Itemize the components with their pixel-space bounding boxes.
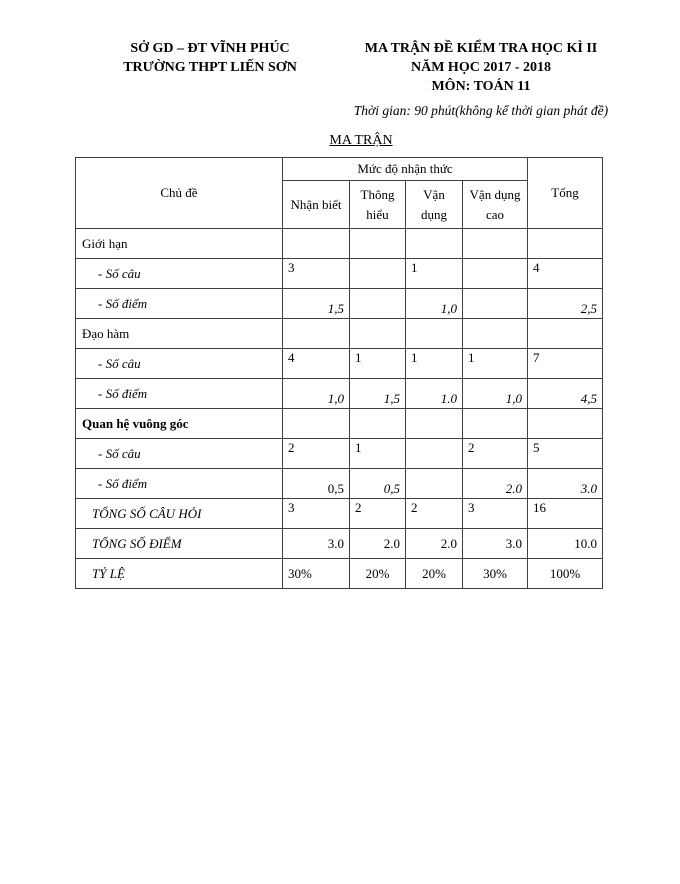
exam-title: MA TRẬN ĐỀ KIỂM TRA HỌC KÌ II — [364, 41, 598, 56]
matrix-cell: 4,5 — [528, 379, 603, 409]
row-label: Đạo hàm — [76, 319, 283, 349]
header-van-dung: Vận dụng — [406, 181, 463, 229]
matrix-cell — [350, 289, 406, 319]
school-name: TRƯỜNG THPT LIẾN SƠN — [123, 60, 297, 75]
matrix-cell — [463, 289, 528, 319]
matrix-cell — [406, 319, 463, 349]
matrix-cell: 1.0 — [406, 379, 463, 409]
matrix-cell: 3.0 — [463, 529, 528, 559]
matrix-cell: 7 — [528, 349, 603, 379]
matrix-cell: 1,0 — [283, 379, 350, 409]
row-label: - Số câu — [76, 259, 283, 289]
header-van-dung-cao: Vận dụng cao — [463, 181, 528, 229]
matrix-cell — [406, 439, 463, 469]
table-row-tong-so-cau-hoi — [76, 499, 603, 529]
school-year: NĂM HỌC 2017 - 2018 — [411, 60, 551, 75]
header-tong: Tổng — [528, 158, 603, 229]
matrix-cell: 3 — [283, 499, 350, 529]
matrix-cell — [283, 409, 350, 439]
matrix-cell: 16 — [528, 499, 603, 529]
matrix-cell: 1,5 — [283, 289, 350, 319]
matrix-cell: 1 — [463, 349, 528, 379]
time-note: Thời gian: 90 phút(không kể thời gian phát đề) — [353, 103, 609, 118]
matrix-cell: 3 — [283, 259, 350, 289]
matrix-cell — [283, 319, 350, 349]
matrix-cell: 20% — [350, 559, 406, 589]
table-row-so-diem — [76, 379, 603, 409]
matrix-cell — [528, 319, 603, 349]
row-label: Quan hệ vuông góc — [76, 409, 283, 439]
table-row-dao-ham — [76, 319, 603, 349]
matrix-cell: 0,5 — [350, 469, 406, 499]
table-row-so-diem — [76, 289, 603, 319]
matrix-cell: 2 — [350, 499, 406, 529]
header-chu-de: Chủ đề — [76, 158, 283, 229]
matrix-cell: 2.0 — [350, 529, 406, 559]
matrix-cell — [406, 409, 463, 439]
table-row-so-cau — [76, 349, 603, 379]
matrix-cell: 20% — [406, 559, 463, 589]
exam-header — [314, 39, 648, 120]
matrix-cell: 2.0 — [463, 469, 528, 499]
matrix-cell: 1 — [406, 349, 463, 379]
table-row-so-diem — [76, 469, 603, 499]
matrix-cell: 2,5 — [528, 289, 603, 319]
matrix-cell: 5 — [528, 439, 603, 469]
matrix-cell — [463, 409, 528, 439]
matrix-cell: 10.0 — [528, 529, 603, 559]
matrix-cell: 2 — [463, 439, 528, 469]
table-row-so-cau — [76, 439, 603, 469]
matrix-cell: 2 — [406, 499, 463, 529]
section-title — [21, 133, 680, 149]
matrix-cell: 2 — [283, 439, 350, 469]
matrix-cell — [406, 469, 463, 499]
subject-line: MÔN: TOÁN 11 — [431, 79, 531, 94]
matrix-cell — [463, 259, 528, 289]
matrix-cell — [463, 229, 528, 259]
section-title-text: MA TRẬN — [329, 133, 393, 148]
matrix-cell: 3 — [463, 499, 528, 529]
table-row-so-cau — [76, 259, 603, 289]
matrix-cell: 30% — [283, 559, 350, 589]
matrix-cell: 1,0 — [463, 379, 528, 409]
header-muc-do-nhan-thuc: Mức độ nhận thức — [283, 158, 528, 181]
row-label: TỶ LỆ — [76, 559, 283, 589]
matrix-cell: 1,5 — [350, 379, 406, 409]
table-row-tong-so-diem — [76, 529, 603, 559]
matrix-cell — [350, 259, 406, 289]
matrix-cell: 3.0 — [283, 529, 350, 559]
matrix-cell: 4 — [528, 259, 603, 289]
table-row-ty-le — [76, 559, 603, 589]
matrix-cell — [350, 229, 406, 259]
matrix-cell: 2.0 — [406, 529, 463, 559]
matrix-cell: 1 — [350, 439, 406, 469]
school-department: SỞ GD – ĐT VĨNH PHÚC — [130, 41, 290, 56]
matrix-cell: 3.0 — [528, 469, 603, 499]
school-header — [98, 39, 322, 77]
matrix-cell: 1 — [350, 349, 406, 379]
matrix-cell: 4 — [283, 349, 350, 379]
table-row-quan-he-vuong-goc — [76, 409, 603, 439]
row-label: - Số điểm — [76, 379, 283, 409]
matrix-cell: 1,0 — [406, 289, 463, 319]
matrix-cell — [406, 229, 463, 259]
row-label: TỔNG SỐ CÂU HỎI — [76, 499, 283, 529]
matrix-cell: 100% — [528, 559, 603, 589]
matrix-cell — [283, 229, 350, 259]
row-label: - Số câu — [76, 439, 283, 469]
matrix-cell — [528, 229, 603, 259]
row-label: - Số câu — [76, 349, 283, 379]
row-label: Giới hạn — [76, 229, 283, 259]
row-label: - Số điểm — [76, 289, 283, 319]
matrix-table — [75, 157, 603, 589]
header-nhan-biet: Nhận biết — [283, 181, 350, 229]
matrix-cell: 30% — [463, 559, 528, 589]
matrix-cell: 1 — [406, 259, 463, 289]
row-label: - Số điểm — [76, 469, 283, 499]
table-row-gioi-han — [76, 229, 603, 259]
header-thong-hieu: Thông hiểu — [350, 181, 406, 229]
matrix-cell — [350, 319, 406, 349]
row-label: TỔNG SỐ ĐIỂM — [76, 529, 283, 559]
table-header-row-group — [76, 158, 603, 181]
matrix-cell: 0,5 — [283, 469, 350, 499]
matrix-cell — [350, 409, 406, 439]
matrix-cell — [528, 409, 603, 439]
matrix-cell — [463, 319, 528, 349]
